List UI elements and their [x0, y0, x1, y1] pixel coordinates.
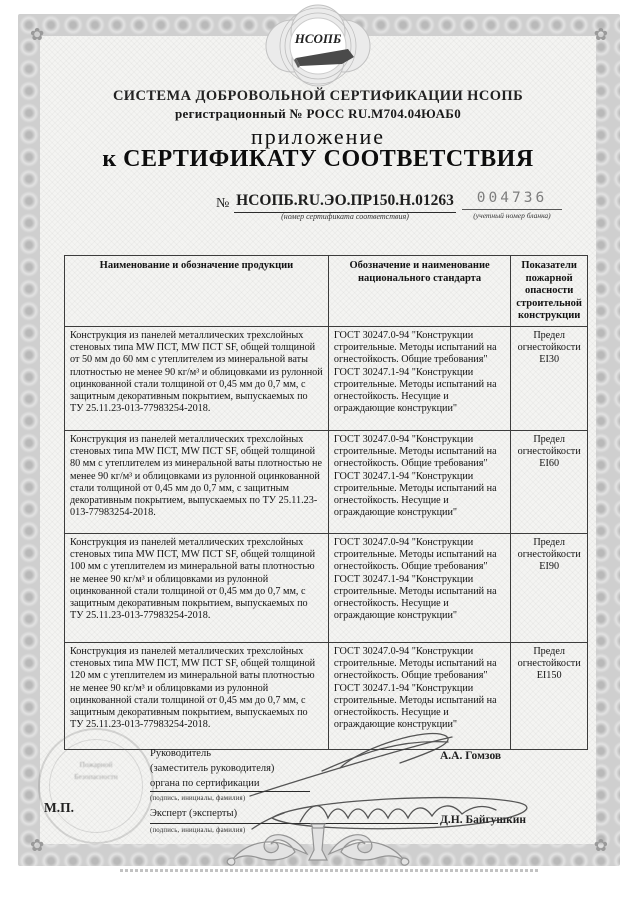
standard-entry: ГОСТ 30247.0-94 "Конструкции строительные. Методы испытаний на огнестойкость. Общие требования" — [333, 536, 497, 573]
head-name: А.А. Гомзов — [440, 750, 502, 762]
round-stamp — [38, 728, 154, 844]
expert-role-label: Эксперт (эксперты) — [150, 808, 238, 819]
fire-rating-cell: Предел огнестойкости EI30 — [511, 326, 588, 430]
standard-entry: ГОСТ 30247.1-94 "Конструкции строительные. Методы испытаний на огнестойкость. Несущие и ограждающие конструкции" — [333, 573, 497, 622]
standard-cell — [328, 642, 510, 749]
svg-text:НСОПБ: НСОПБ — [294, 31, 342, 46]
head-role-line: (заместитель руководителя) — [150, 763, 275, 775]
signature-caption: (подпись, инициалы, фамилия) — [150, 827, 246, 834]
fire-rating-cell: Предел огнестойкости EI60 — [511, 430, 588, 533]
blank-number-caption: (учетный номер бланка) — [473, 211, 551, 220]
table-row — [65, 430, 588, 533]
table-row — [65, 642, 588, 749]
head-role-line: органа по сертификации — [150, 778, 260, 790]
blank-number: 004736 — [462, 190, 562, 210]
product-cell: Конструкция из панелей металлических трехслойных стеновых типа MW ПСТ, MW ПСТ SF, общей толщиной 100 мм с утеплителем из минеральной ваты плотностью не менее 90 кг/м³ и облицовками из рулонной оцинкованной стали толщиной от 0,45 мм до 0,7 мм, с защитным декоративным покрытием, выпускаемых по ТУ 25.11.23-013-77983254-2018. — [65, 533, 329, 642]
fire-rating-cell: Предел огнестойкости EI150 — [511, 642, 588, 749]
standard-entry: ГОСТ 30247.1-94 "Конструкции строительные. Методы испытаний на огнестойкость. Несущие и ограждающие конструкции" — [333, 682, 497, 731]
nsopb-seal — [256, 2, 380, 99]
corner-flourish-icon: ✿ — [30, 836, 45, 855]
acanthus-ornament-icon — [223, 820, 413, 873]
signature-caption: (подпись, инициалы, фамилия) — [150, 795, 246, 802]
registration-number-line: регистрационный № РОСС RU.M704.04ЮАБ0 — [174, 106, 462, 121]
rosette-icon — [256, 2, 380, 94]
corner-flourish-icon: ✿ — [30, 25, 45, 44]
title-appendix: приложение — [251, 124, 385, 149]
head-role-label — [150, 746, 340, 792]
standard-cell — [328, 326, 510, 430]
product-table — [64, 255, 588, 750]
stamp-place-label: М.П. — [44, 800, 74, 815]
col-header-standard: Обозначение и наименование национального стандарта — [328, 256, 510, 327]
stamp-text: Пожарной — [79, 760, 113, 769]
number-sign: № — [216, 196, 230, 211]
certificate-number-caption: (номер сертификата соответствия) — [281, 212, 409, 221]
expert-name: Д.Н. Байгушкин — [440, 814, 527, 826]
microprint-line — [120, 869, 540, 872]
standard-entry: ГОСТ 30247.1-94 "Конструкции строительные. Методы испытаний на огнестойкость. Несущие и ограждающие конструкции" — [333, 470, 497, 519]
product-cell: Конструкция из панелей металлических трехслойных стеновых типа MW ПСТ, MW ПСТ SF, общей толщиной от 50 мм до 60 мм с утеплителем из минеральной ваты плотностью не менее 90 кг/м³ и облицовками из рулонной оцинкованной стали толщиной от 0,45 мм до 0,7 мм, с защитным декоративным покрытием, выпускаемых по ТУ 25.11.23-013-77983254-2018. — [65, 326, 329, 430]
stamp-inner-ring — [49, 739, 143, 833]
certificate-number: НСОПБ.RU.ЭО.ПР150.Н.01263 — [234, 192, 456, 213]
standard-entry: ГОСТ 30247.1-94 "Конструкции строительные. Методы испытаний на огнестойкость. Несущие и ограждающие конструкции" — [333, 366, 497, 415]
signature-line — [150, 791, 310, 792]
standard-entry: ГОСТ 30247.0-94 "Конструкции строительные. Методы испытаний на огнестойкость. Общие требования" — [333, 329, 497, 366]
product-cell: Конструкция из панелей металлических трехслойных стеновых типа MW ПСТ, MW ПСТ SF, общей толщиной 80 мм с утеплителем из минеральной ваты плотностью не менее 90 кг/м³ и облицовками из рулонной оцинкованной стали толщиной от 0,45 мм до 0,7 мм, с защитным декоративным покрытием, выпускаемых по ТУ 25.11.23-013-77983254-2018. — [65, 430, 329, 533]
standard-cell — [328, 430, 510, 533]
standard-entry: ГОСТ 30247.0-94 "Конструкции строительные. Методы испытаний на огнестойкость. Общие требования" — [333, 433, 497, 470]
corner-flourish-icon: ✿ — [593, 25, 608, 44]
corner-flourish-icon: ✿ — [593, 836, 608, 855]
col-header-fire-rating: Показатели пожарной опасности строительной конструкции — [511, 256, 588, 327]
table-row — [65, 533, 588, 642]
certification-system-line: СИСТЕМА ДОБРОВОЛЬНОЙ СЕРТИФИКАЦИИ НСОПБ — [112, 88, 524, 104]
table-row — [65, 326, 588, 430]
fire-rating-cell: Предел огнестойкости EI90 — [511, 533, 588, 642]
title-certificate: к СЕРТИФИКАТУ СООТВЕТСТВИЯ — [102, 146, 534, 172]
head-role-line: Руководитель — [150, 748, 211, 759]
stamp-text: Безопасности — [74, 772, 118, 781]
standard-entry: ГОСТ 30247.0-94 "Конструкции строительные. Методы испытаний на огнестойкость. Общие требования" — [333, 645, 497, 682]
standard-cell — [328, 533, 510, 642]
col-header-product: Наименование и обозначение продукции — [65, 256, 329, 327]
table-header-row — [65, 256, 588, 327]
product-cell: Конструкция из панелей металлических трехслойных стеновых типа MW ПСТ, MW ПСТ SF, общей толщиной 120 мм с утеплителем из минеральной ваты плотностью не менее 90 кг/м³ и облицовками из рулонной оцинкованной стали толщиной от 0,45 мм до 0,7 мм, с защитным декоративным покрытием, выпускаемых по ТУ 25.11.23-013-77983254-2018. — [65, 642, 329, 749]
